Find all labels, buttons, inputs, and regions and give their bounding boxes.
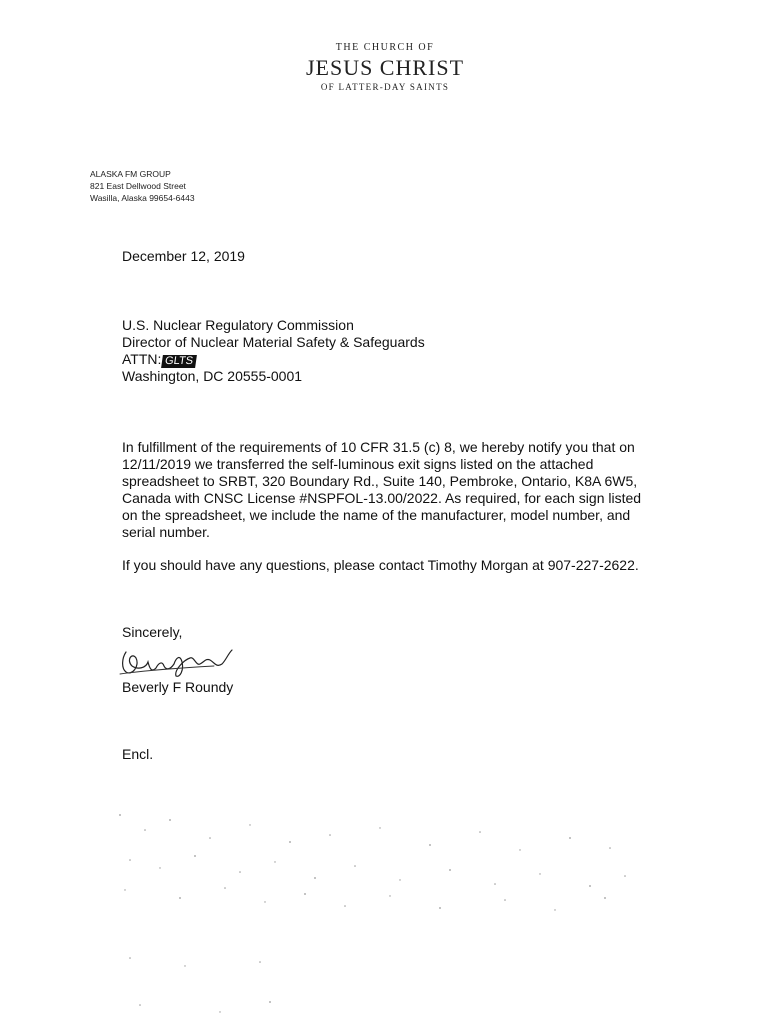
letterhead	[0, 42, 770, 93]
sender-street: 821 East Dellwood Street	[90, 181, 186, 191]
recipient-line1: U.S. Nuclear Regulatory Commission	[122, 317, 354, 333]
letterhead-line3: OF LATTER-DAY SAINTS	[320, 82, 450, 92]
scan-noise-area	[100, 790, 700, 1020]
recipient-address	[122, 317, 425, 385]
enclosure-notation: Encl.	[122, 746, 154, 762]
signer-name: Beverly F Roundy	[122, 679, 234, 695]
body-paragraph-1: In fulfillment of the requirements of 10 CFR 31.5 (c) 8, we hereby notify you that on 12/11/2019 we transferred the self-luminous exit signs listed on the attached spreadsheet to SRBT, 320 Boundary Rd., Suite 140, Pembroke, Ontario, K8A 6W5, Canada with CNSC License #NSPFOL-13.00/2022. As required, for each sign listed on the spreadsheet, we include the name of the manufacturer, model number, and serial number.	[122, 439, 642, 540]
attn-value: GLTS	[161, 355, 197, 368]
signature-image	[118, 640, 238, 682]
attn-label: ATTN:	[122, 351, 162, 367]
sender-name: ALASKA FM GROUP	[90, 169, 171, 179]
recipient-line4: Washington, DC 20555-0001	[122, 368, 303, 384]
sender-address	[90, 168, 195, 204]
closing-salutation: Sincerely,	[122, 624, 183, 640]
letter-date: December 12, 2019	[122, 248, 245, 264]
letterhead-line1: THE CHURCH OF	[335, 42, 435, 53]
body-paragraph-2: If you should have any questions, please contact Timothy Morgan at 907-227-2622.	[122, 557, 639, 573]
recipient-attn	[122, 351, 425, 368]
recipient-line2: Director of Nuclear Material Safety & Safeguards	[122, 334, 425, 350]
sender-city: Wasilla, Alaska 99654-6443	[90, 193, 195, 203]
letterhead-line2: JESUS CHRIST	[305, 55, 465, 80]
